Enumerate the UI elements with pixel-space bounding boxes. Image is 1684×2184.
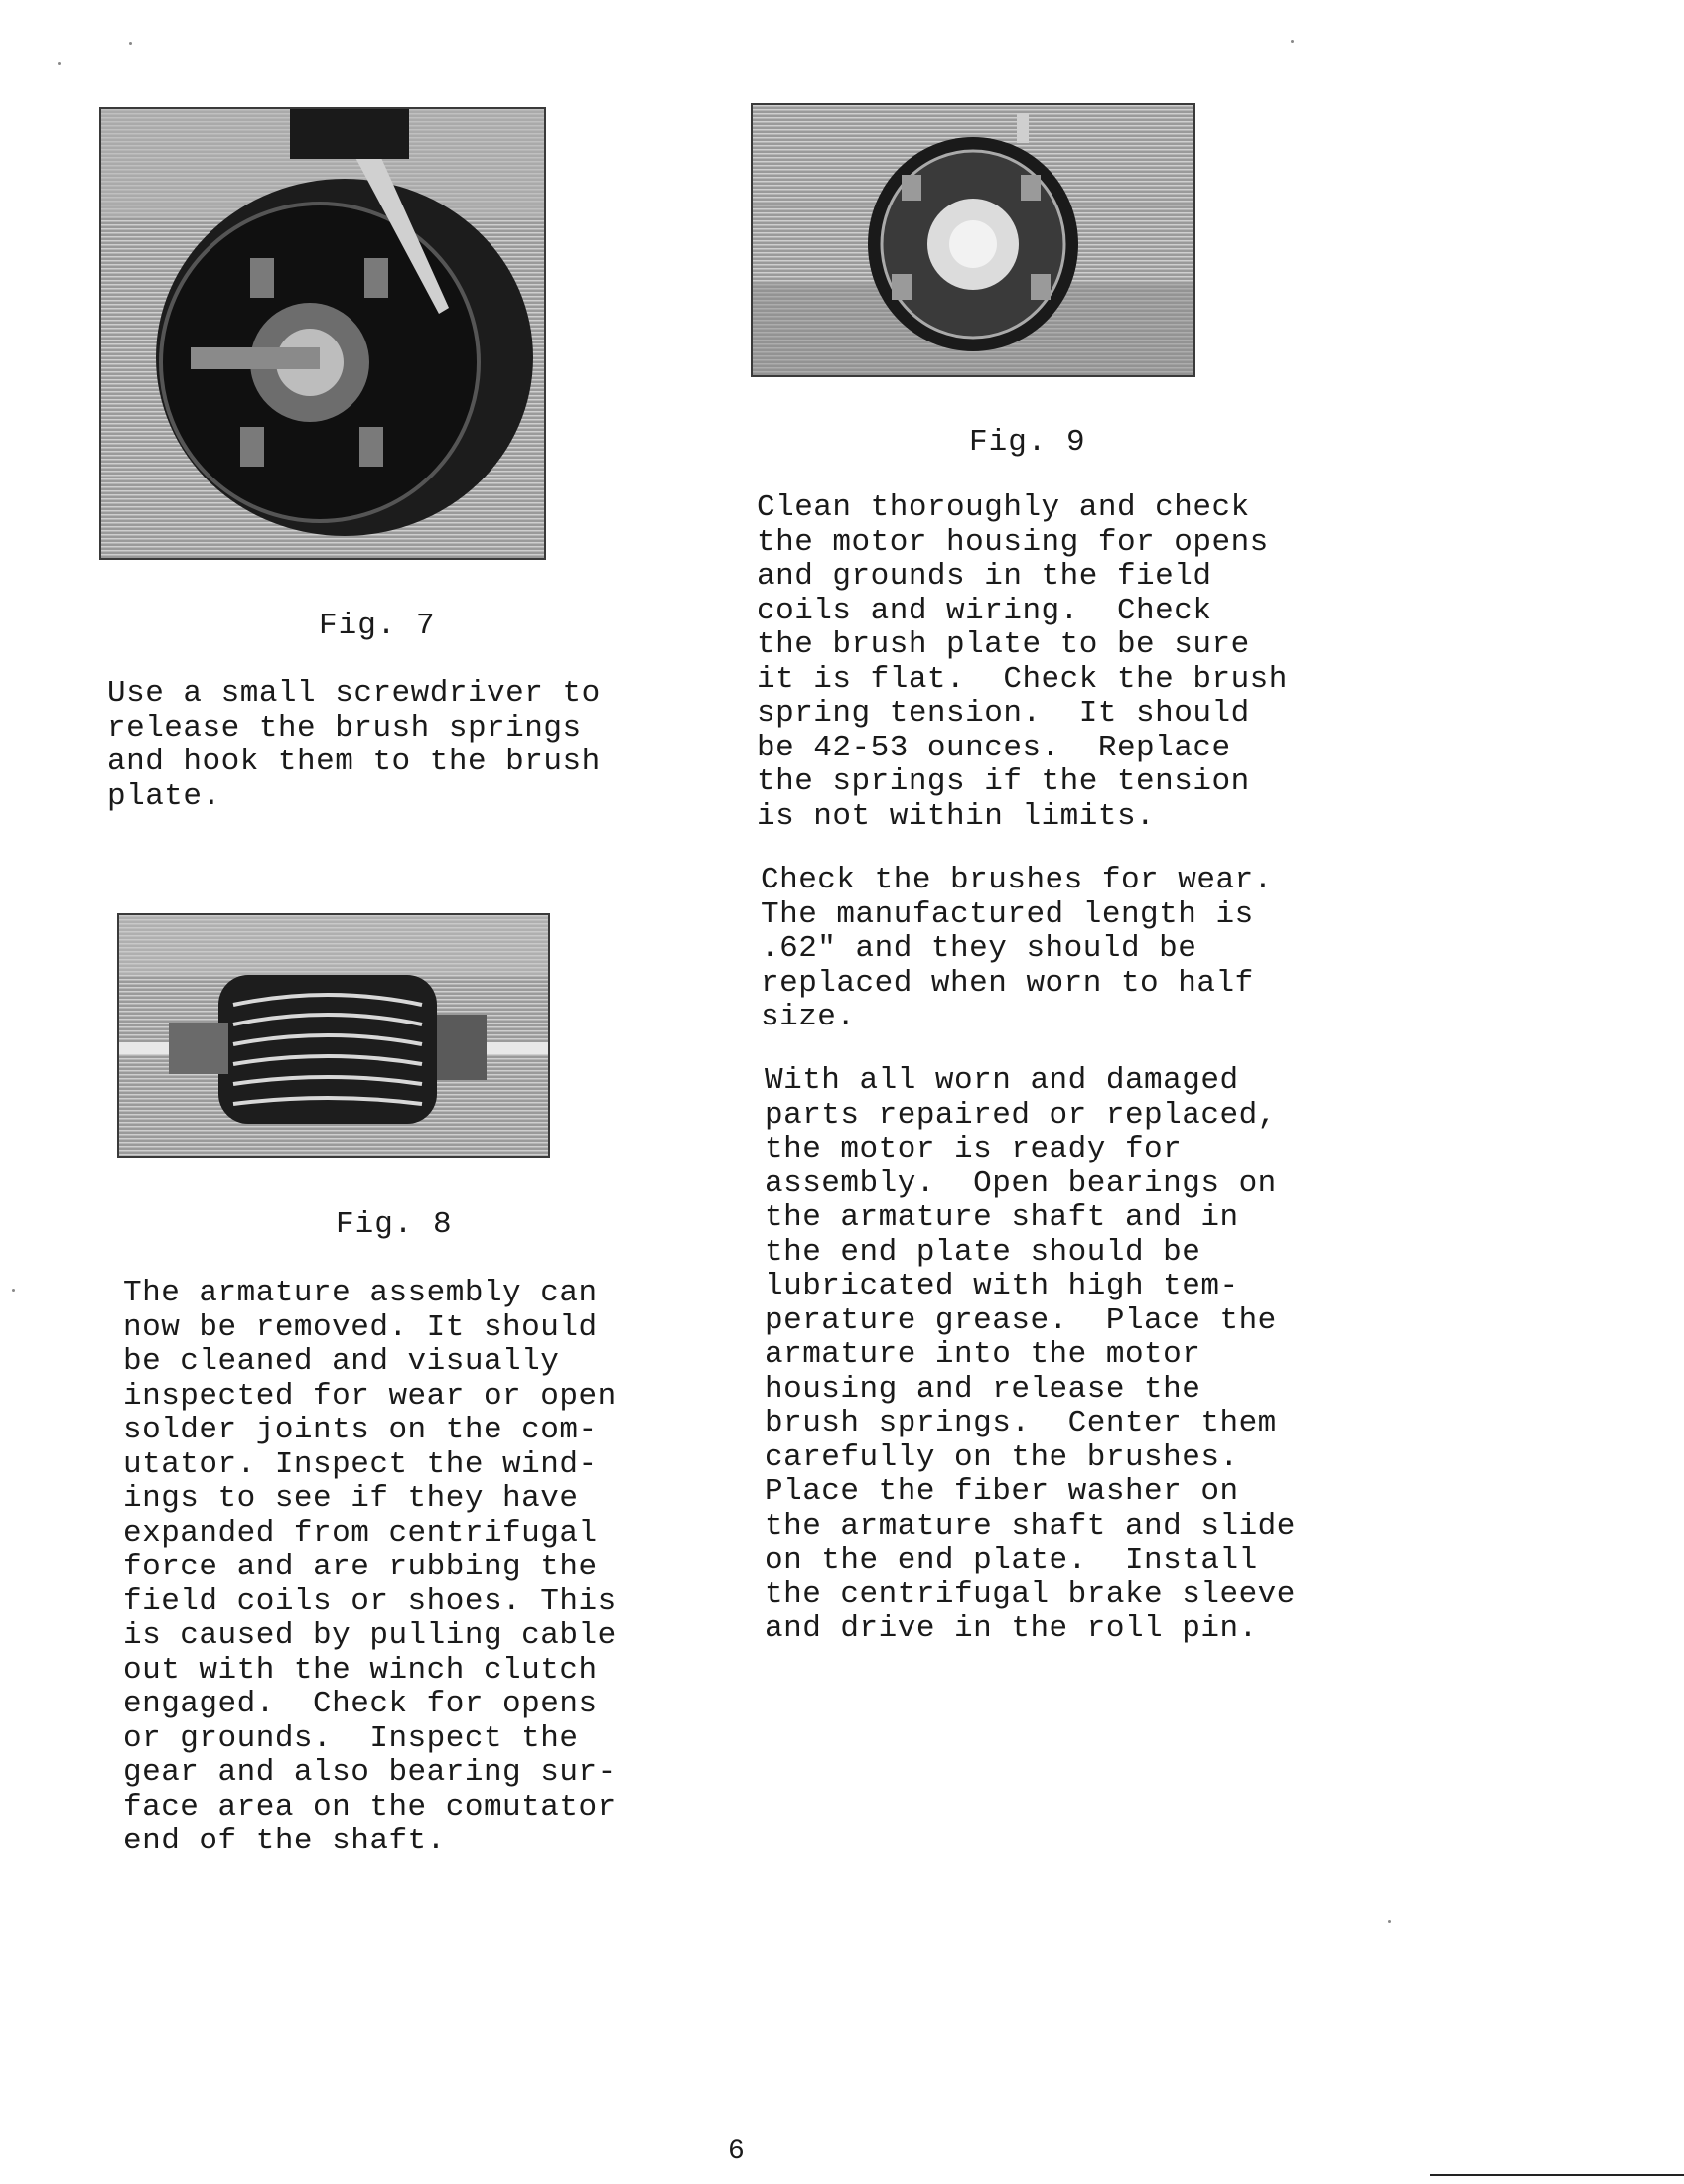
footer-rule <box>1430 2174 1684 2176</box>
text-line: plate. <box>107 778 221 814</box>
text-line: parts repaired or replaced, <box>765 1097 1277 1133</box>
fig7-caption: Fig. 7 <box>319 609 436 643</box>
text-line: inspected for wear or open <box>123 1378 617 1414</box>
text-line: size. <box>761 1000 856 1034</box>
text-line: or grounds. Inspect the <box>123 1720 579 1756</box>
text-line: gear and also bearing sur- <box>123 1755 617 1790</box>
text-line: the end plate should be <box>765 1234 1201 1270</box>
text-line: coils and wiring. Check <box>757 593 1212 628</box>
text-line: field coils or shoes. This <box>123 1583 617 1619</box>
text-line: is not within limits. <box>757 798 1156 834</box>
scan-speck <box>1388 1920 1391 1923</box>
text-line: the armature shaft and slide <box>765 1508 1296 1544</box>
text-line: expanded from centrifugal <box>123 1515 598 1551</box>
text-line: face area on the comutator <box>123 1789 617 1825</box>
text-line: .62" and they should be <box>761 931 1197 966</box>
text-line: brush springs. Center them <box>765 1406 1277 1440</box>
text-line: housing and release the <box>765 1371 1201 1407</box>
text-line: is caused by pulling cable <box>123 1618 617 1653</box>
text-line: Check the brushes for wear. <box>761 863 1273 897</box>
text-line: utator. Inspect the wind- <box>123 1446 598 1482</box>
text-line: be cleaned and visually <box>123 1344 560 1379</box>
motor-housing-image <box>753 105 1193 375</box>
text-line: the brush plate to be sure <box>757 627 1250 662</box>
text-line: the motor housing for opens <box>757 524 1269 560</box>
fig9-paragraph <box>757 491 1288 834</box>
text-line: end of the shaft. <box>123 1824 446 1858</box>
fig8-photo <box>117 913 550 1158</box>
text-line: Clean thoroughly and check <box>757 490 1250 525</box>
text-line: The manufactured length is <box>761 896 1254 932</box>
text-line: assembly. Open bearings on <box>765 1165 1277 1201</box>
text-line: With all worn and damaged <box>765 1063 1239 1098</box>
text-line: the motor is ready for <box>765 1132 1183 1166</box>
scan-speck <box>1291 40 1294 43</box>
text-line: release the brush springs <box>107 710 582 746</box>
text-line: and grounds in the field <box>757 559 1212 594</box>
fig7-paragraph <box>107 677 601 814</box>
text-line: lubricated with high tem- <box>765 1269 1239 1303</box>
fig9-caption: Fig. 9 <box>969 425 1086 460</box>
text-line: and drive in the roll pin. <box>765 1611 1258 1646</box>
text-line: replaced when worn to half <box>761 965 1254 1001</box>
scan-speck <box>12 1289 15 1292</box>
fig9-photo <box>751 103 1195 377</box>
fig7-photo <box>99 107 546 560</box>
text-line: perature grease. Place the <box>765 1302 1277 1338</box>
brushes-paragraph <box>761 864 1273 1035</box>
assembly-paragraph <box>765 1064 1296 1647</box>
text-line: the armature shaft and in <box>765 1200 1239 1235</box>
text-line: force and are rubbing the <box>123 1550 598 1584</box>
text-line: spring tension. It should <box>757 696 1250 731</box>
scan-speck <box>58 62 61 65</box>
text-line: now be removed. It should <box>123 1309 598 1345</box>
text-line: it is flat. Check the brush <box>757 661 1288 697</box>
text-line: armature into the motor <box>765 1337 1201 1372</box>
text-line: and hook them to the brush <box>107 745 601 779</box>
text-line: Use a small screwdriver to <box>107 676 601 711</box>
fig8-paragraph <box>123 1277 617 1859</box>
text-line: the centrifugal brake sleeve <box>765 1576 1296 1612</box>
text-line: engaged. Check for opens <box>123 1687 598 1721</box>
page-number: 6 <box>728 2136 745 2167</box>
text-line: solder joints on the com- <box>123 1413 598 1447</box>
text-line: on the end plate. Install <box>765 1543 1258 1577</box>
scan-speck <box>129 42 132 45</box>
text-line: The armature assembly can <box>123 1276 598 1310</box>
text-line: out with the winch clutch <box>123 1652 598 1688</box>
armature-assembly-image <box>119 915 548 1156</box>
text-line: ings to see if they have <box>123 1481 579 1516</box>
fig8-caption: Fig. 8 <box>336 1207 453 1242</box>
motor-brush-screwdriver-image <box>101 109 544 558</box>
text-line: the springs if the tension <box>757 764 1250 799</box>
text-line: carefully on the brushes. <box>765 1439 1239 1475</box>
text-line: Place the fiber washer on <box>765 1474 1239 1509</box>
text-line: be 42-53 ounces. Replace <box>757 730 1231 765</box>
